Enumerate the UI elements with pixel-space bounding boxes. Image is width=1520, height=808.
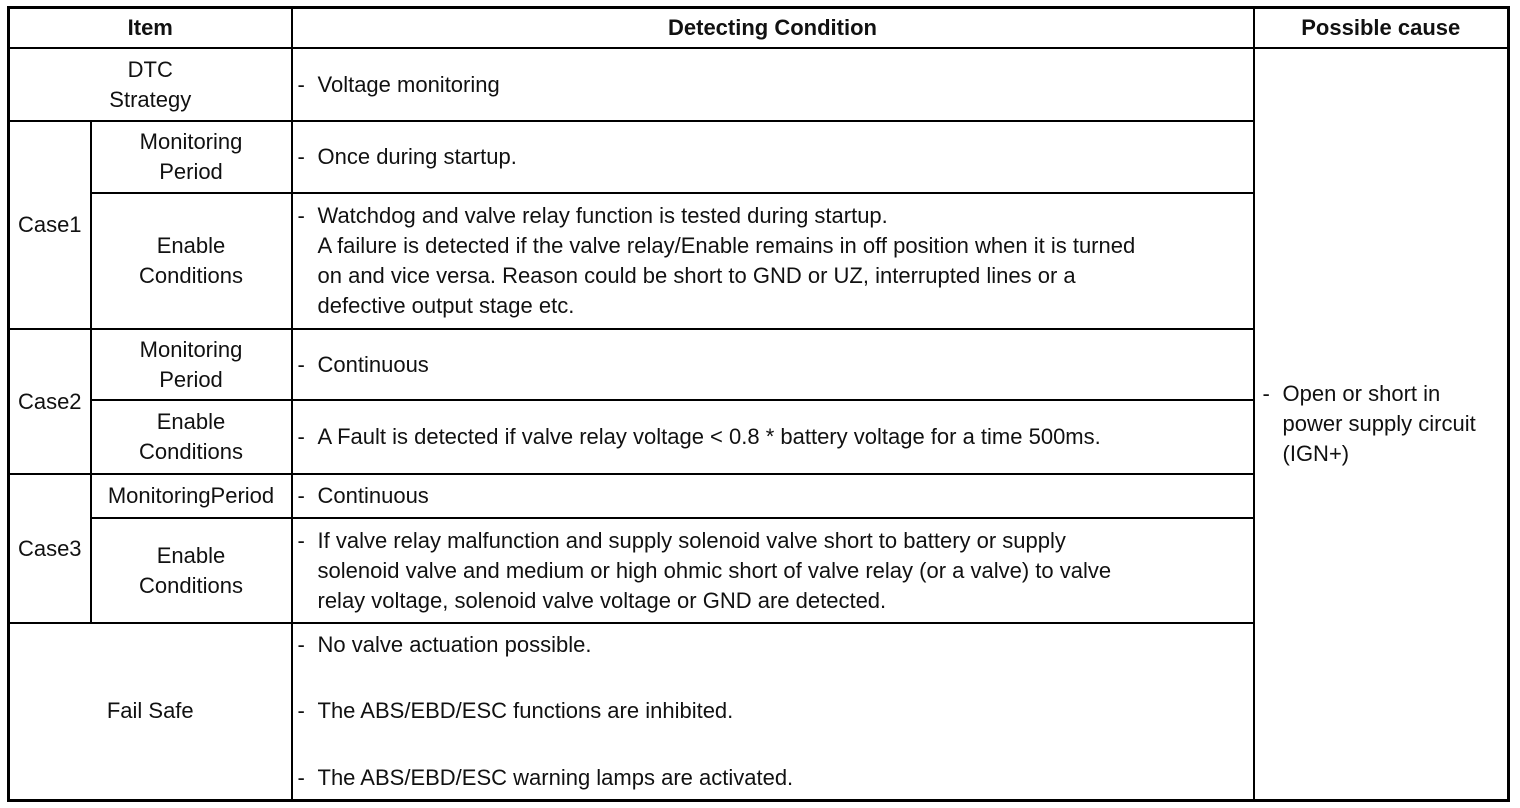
case2-enable-value [292,400,1254,474]
bullet: - [297,632,305,657]
condition-line: Watchdog and valve relay function is tested during startup. [317,203,888,228]
fail-safe-label: Fail Safe [9,623,292,800]
bullet: - [297,424,305,449]
fail-safe-item [298,630,1247,660]
case2-monitoring-label [91,329,292,400]
case3-enable-value [292,518,1254,623]
bullet: - [297,483,305,508]
label-line: Period [159,366,223,392]
bullet: - [297,765,305,790]
condition-line: A failure is detected if the valve relay/Enable remains in off position when it is turned [317,233,1136,258]
label-line: Period [159,159,223,184]
fail-safe-text: No valve actuation possible. [317,632,592,657]
fail-safe-text: The ABS/EBD/ESC warning lamps are activated. [317,765,794,790]
bullet: - [297,527,305,553]
fail-safe-item [298,763,1247,793]
case1-label: Case1 [9,121,91,329]
label-line: Enable [156,409,226,434]
case3-monitoring-label: MonitoringPeriod [91,474,292,518]
dtc-label-line: Strategy [109,86,192,112]
bullet: - [297,71,305,97]
header-detecting-condition: Detecting Condition [292,8,1254,49]
bullet: - [297,144,305,169]
fail-safe-item [298,696,1247,726]
condition-text: Once during startup. [317,144,517,169]
condition-text: Continuous [317,351,429,377]
dtc-strategy-condition [292,48,1254,121]
label-line: Conditions [139,572,243,598]
dtc-label-line: DTC [127,56,173,82]
condition-line: relay voltage, solenoid valve voltage or GND are detected. [317,587,887,613]
header-row [9,8,1509,49]
condition-text: Continuous [317,483,429,508]
label-line: Conditions [139,263,243,288]
cause-line: (IGN+) [1282,440,1350,466]
label-line: Conditions [139,439,243,464]
case1-monitoring-label [91,121,292,193]
condition-line: defective output stage etc. [317,293,575,318]
case1-enable-label [91,193,292,329]
case2-monitoring-value [292,329,1254,400]
case1-enable-value [292,193,1254,329]
cause-line: power supply circuit [1282,410,1476,436]
label-line: Enable [156,233,226,258]
case1-monitoring-value [292,121,1254,193]
condition-text: Voltage monitoring [317,71,500,97]
case3-enable-label [91,518,292,623]
condition-line: solenoid valve and medium or high ohmic short of valve relay (or a valve) to valve [317,557,1112,583]
dtc-table [7,6,1510,802]
condition-line: on and vice versa. Reason could be short to GND or UZ, interrupted lines or a [317,263,1076,288]
label-line: Monitoring [139,129,243,154]
condition-line: If valve relay malfunction and supply solenoid valve short to battery or supply [317,527,1066,553]
header-item: Item [9,8,292,49]
label-line: Enable [156,542,226,568]
fail-safe-conditions [292,623,1254,800]
header-possible-cause: Possible cause [1254,8,1509,49]
bullet: - [1262,380,1270,406]
dtc-strategy-row [9,48,1509,121]
case2-enable-label [91,400,292,474]
case2-label: Case2 [9,329,91,474]
fail-safe-text: The ABS/EBD/ESC functions are inhibited. [317,698,734,723]
bullet: - [297,698,305,723]
condition-text: A Fault is detected if valve relay voltage < 0.8 * battery voltage for a time 500ms. [317,424,1101,449]
label-line: Monitoring [139,336,243,362]
case3-monitoring-value [292,474,1254,518]
bullet: - [297,351,305,377]
possible-cause-cell [1254,48,1509,800]
bullet: - [297,203,305,228]
dtc-strategy-label [9,48,292,121]
case3-label: Case3 [9,474,91,623]
cause-line: Open or short in [1282,380,1441,406]
